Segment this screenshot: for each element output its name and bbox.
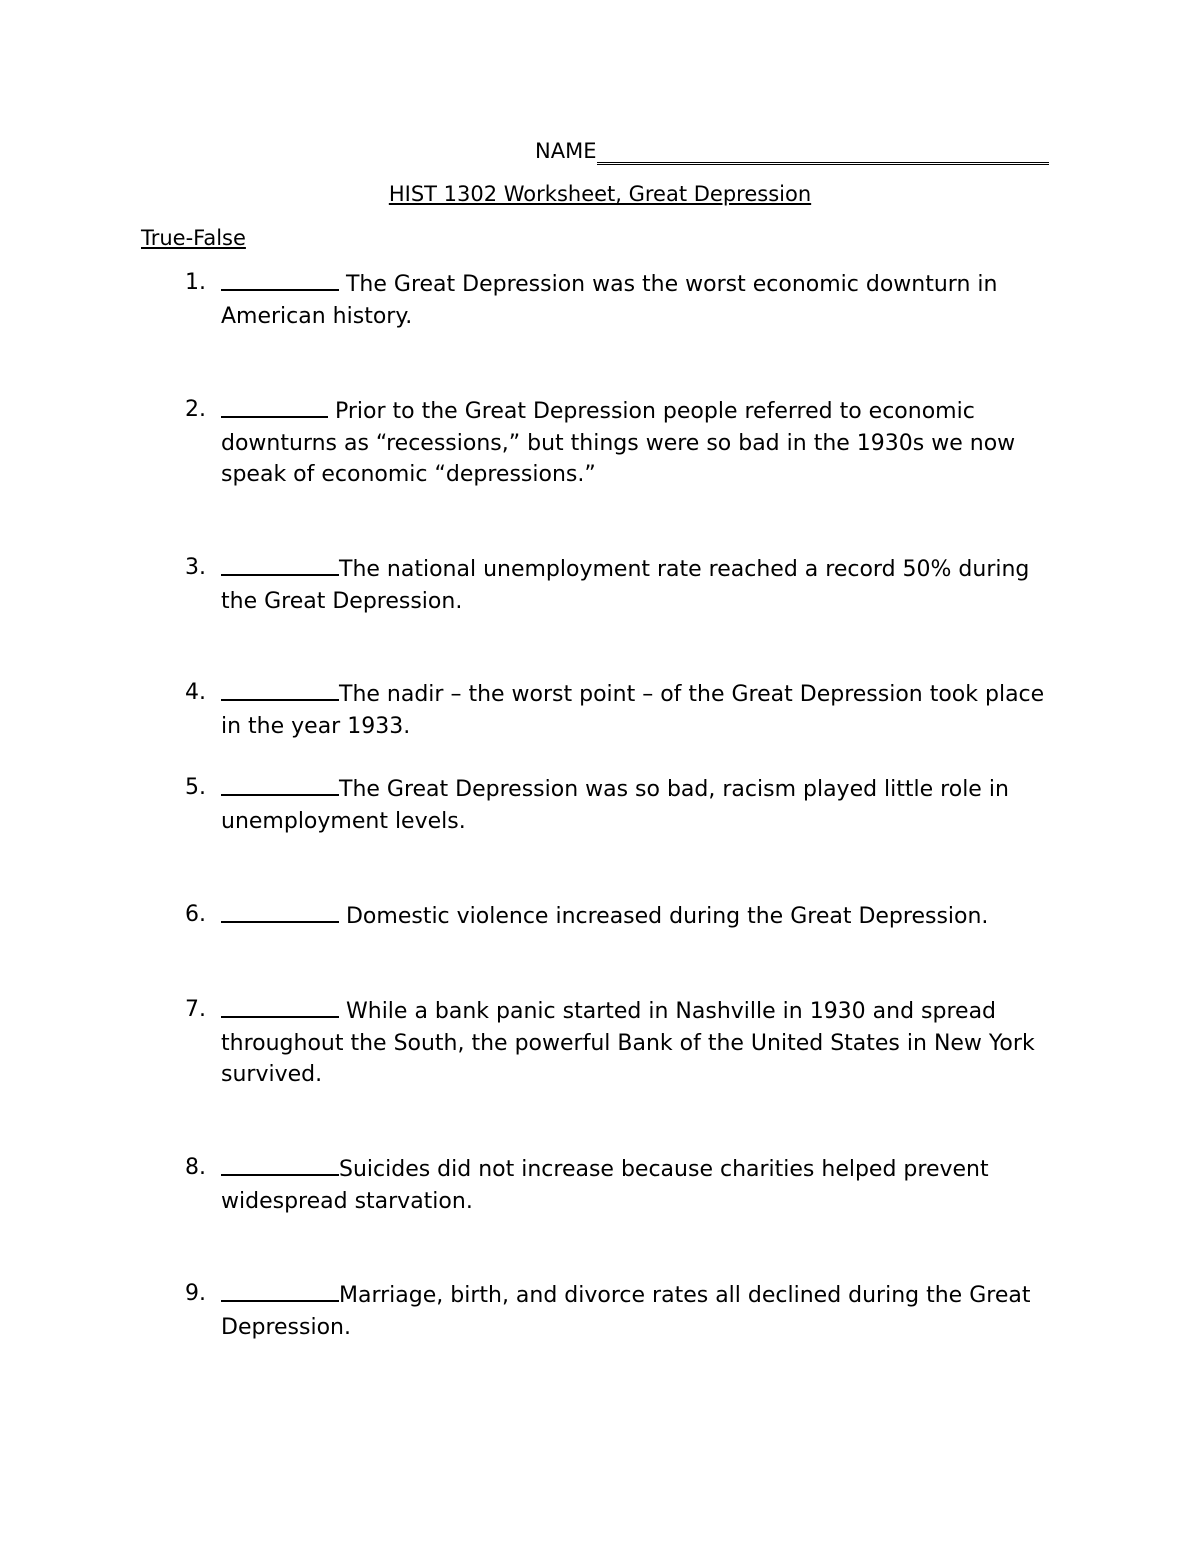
- question-text: The national unemployment rate reached a record 50% during the Great Depression.: [221, 557, 1030, 614]
- question-text: The Great Depression was the worst economic downturn in American history.: [221, 272, 998, 329]
- question-item: [185, 677, 1065, 742]
- question-number: 5.: [185, 775, 206, 800]
- question-item: [185, 772, 1065, 837]
- question-number: 4.: [185, 680, 206, 705]
- question-number: 7.: [185, 997, 206, 1022]
- answer-blank[interactable]: [221, 677, 339, 701]
- answer-blank[interactable]: [221, 552, 339, 576]
- question-text: Prior to the Great Depression people referred to economic downturns as “recessions,” but things were so bad in the 1930s we now speak of economic “depressions.”: [221, 399, 1016, 487]
- answer-blank[interactable]: [221, 899, 339, 923]
- answer-blank[interactable]: [221, 1152, 339, 1176]
- name-blank-line[interactable]: [597, 142, 1049, 165]
- worksheet-title: HIST 1302 Worksheet, Great Depression: [388, 182, 812, 206]
- question-text: Marriage, birth, and divorce rates all declined during the Great Depression.: [221, 1283, 1031, 1340]
- question-text: The Great Depression was so bad, racism played little role in unemployment levels.: [221, 777, 1009, 834]
- answer-blank[interactable]: [221, 267, 339, 291]
- question-number: 9.: [185, 1281, 206, 1306]
- section-heading: True-False: [141, 226, 246, 250]
- question-item: [185, 267, 1065, 332]
- question-item: [185, 994, 1065, 1091]
- name-label: NAME: [535, 139, 597, 163]
- question-text: Domestic violence increased during the Great Depression.: [339, 904, 989, 929]
- question-item: [185, 1152, 1065, 1217]
- question-number: 3.: [185, 555, 206, 580]
- question-item: [185, 552, 1065, 617]
- answer-blank[interactable]: [221, 772, 339, 796]
- question-text: While a bank panic started in Nashville in 1930 and spread throughout the South, the powerful Bank of the United States in New York survived.: [221, 999, 1035, 1087]
- question-item: [185, 394, 1065, 491]
- question-number: 1.: [185, 270, 206, 295]
- question-number: 2.: [185, 397, 206, 422]
- answer-blank[interactable]: [221, 1278, 339, 1302]
- question-text: The nadir – the worst point – of the Great Depression took place in the year 1933.: [221, 682, 1045, 739]
- question-item: [185, 1278, 1065, 1343]
- answer-blank[interactable]: [221, 394, 328, 418]
- answer-blank[interactable]: [221, 994, 339, 1018]
- question-number: 8.: [185, 1155, 206, 1180]
- question-text: Suicides did not increase because charities helped prevent widespread starvation.: [221, 1157, 989, 1214]
- name-field: [535, 139, 1049, 163]
- question-item: [185, 899, 1065, 933]
- question-number: 6.: [185, 902, 206, 927]
